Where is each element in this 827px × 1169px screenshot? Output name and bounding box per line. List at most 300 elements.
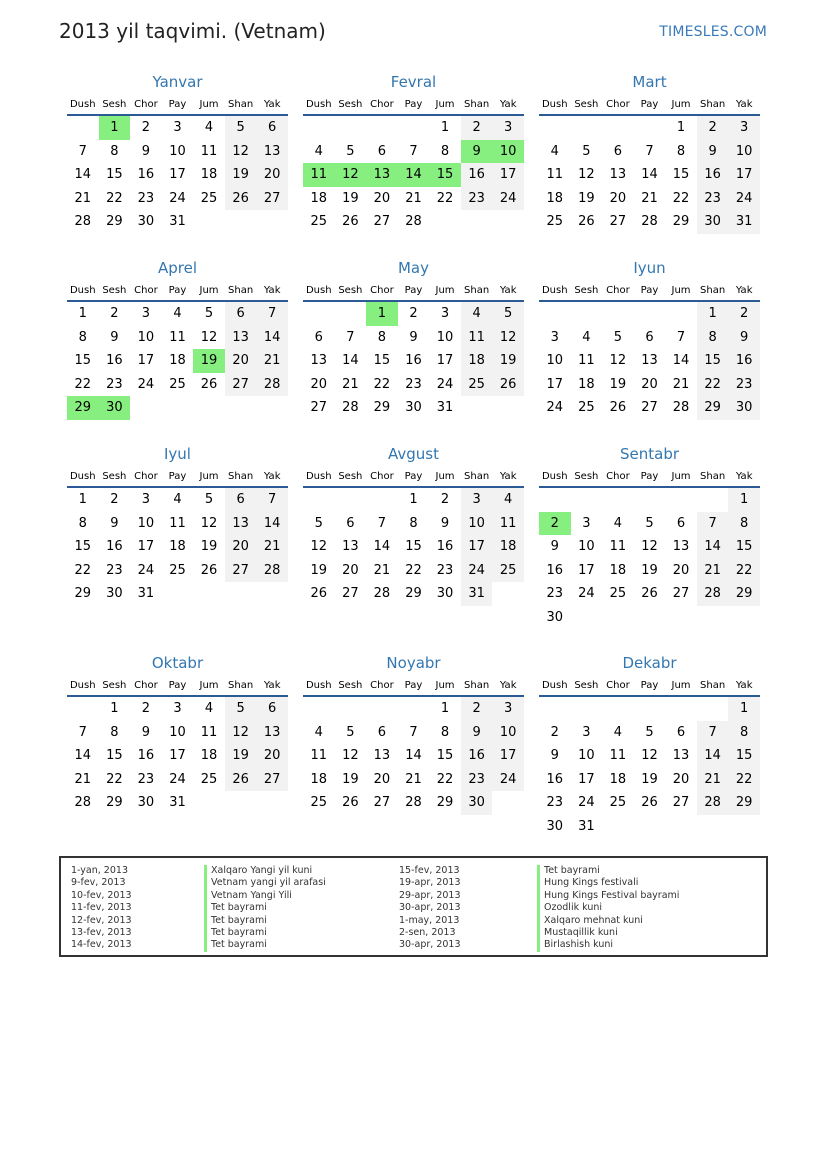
legend-holiday-name: Xalqaro mehnat kuni bbox=[537, 915, 679, 927]
month-may bbox=[303, 258, 524, 420]
day-cell: 3 bbox=[461, 488, 493, 512]
weekday-label: Dush bbox=[69, 285, 96, 296]
empty-cell bbox=[602, 302, 634, 326]
empty-cell bbox=[634, 302, 666, 326]
weekday-header bbox=[303, 96, 524, 116]
day-cell: 26 bbox=[578, 214, 595, 230]
weekday-label: Yak bbox=[263, 99, 281, 110]
legend-date: 2-sen, 2013 bbox=[399, 926, 456, 938]
day-cell: 18 bbox=[310, 190, 328, 206]
day-cell: 20 bbox=[225, 349, 257, 373]
week-row bbox=[303, 187, 524, 211]
day-cell: 11 bbox=[200, 724, 218, 740]
week-row bbox=[539, 349, 760, 373]
day-cell: 20 bbox=[672, 771, 690, 787]
week-row bbox=[539, 163, 760, 187]
day-cell: 13 bbox=[609, 167, 627, 183]
empty-cell bbox=[665, 815, 697, 839]
day-cell: 23 bbox=[461, 187, 493, 211]
weekday-label: Chor bbox=[370, 680, 394, 691]
day-cell: 8 bbox=[78, 329, 87, 345]
legend-holiday-name: Vetnam Yangi Yili bbox=[204, 890, 326, 902]
weekday-header bbox=[539, 96, 760, 116]
day-cell: 22 bbox=[106, 190, 123, 206]
day-cell: 6 bbox=[645, 329, 654, 345]
day-cell: 17 bbox=[169, 167, 186, 183]
weekday-label: Yak bbox=[499, 99, 517, 110]
day-cell: 4 bbox=[461, 302, 493, 326]
weekday-label: Chor bbox=[606, 99, 630, 110]
weekday-label: Pay bbox=[640, 99, 659, 110]
day-cell: 8 bbox=[697, 326, 729, 350]
day-cell: 12 bbox=[225, 721, 257, 745]
empty-cell bbox=[193, 582, 225, 606]
day-cell: 13 bbox=[256, 721, 288, 745]
week-row bbox=[303, 373, 524, 397]
week-row bbox=[67, 512, 288, 536]
day-cell: 28 bbox=[74, 795, 92, 811]
day-cell: 26 bbox=[342, 795, 359, 811]
day-cell: 10 bbox=[436, 329, 454, 345]
week-row bbox=[539, 373, 760, 397]
weekday-label: Chor bbox=[370, 285, 394, 296]
day-cell: 2 bbox=[110, 306, 119, 321]
weekday-label: Yak bbox=[735, 99, 753, 110]
weekday-label: Shan bbox=[228, 285, 254, 296]
week-row bbox=[539, 302, 760, 326]
empty-cell bbox=[492, 791, 524, 815]
day-cell: 15 bbox=[106, 167, 123, 183]
empty-cell bbox=[665, 606, 697, 630]
day-cell: 17 bbox=[436, 353, 454, 369]
weekday-label: Pay bbox=[168, 285, 187, 296]
day-cell: 4 bbox=[492, 488, 524, 512]
empty-cell bbox=[162, 582, 194, 606]
day-cell: 25 bbox=[169, 562, 186, 578]
week-row bbox=[539, 791, 760, 815]
day-cell: 26 bbox=[225, 187, 257, 211]
empty-cell bbox=[602, 606, 634, 630]
day-cell: 19 bbox=[492, 349, 524, 373]
day-cell: 31 bbox=[461, 582, 493, 606]
empty-cell bbox=[303, 302, 335, 326]
weekday-header bbox=[303, 677, 524, 697]
legend-date: 12-fev, 2013 bbox=[71, 914, 132, 926]
month-name: Mart bbox=[632, 73, 667, 91]
empty-cell bbox=[602, 116, 634, 140]
day-cell: 2 bbox=[461, 697, 493, 721]
week-row bbox=[67, 302, 288, 326]
day-cell: 14 bbox=[74, 748, 92, 764]
day-cell: 30 bbox=[461, 791, 493, 815]
brand-link[interactable]: TIMESLES.COM bbox=[659, 24, 767, 40]
day-grid bbox=[539, 116, 760, 234]
day-cell: 27 bbox=[310, 400, 328, 416]
day-cell: 12 bbox=[310, 539, 328, 555]
weekday-label: Shan bbox=[464, 471, 490, 482]
day-cell: 15 bbox=[373, 353, 391, 369]
day-cell: 4 bbox=[204, 120, 214, 135]
day-cell: 18 bbox=[200, 167, 218, 183]
empty-cell bbox=[225, 396, 257, 420]
day-cell: 14 bbox=[256, 326, 288, 350]
day-cell: 2 bbox=[110, 492, 119, 507]
day-cell: 20 bbox=[641, 376, 658, 392]
day-cell: 7 bbox=[346, 329, 355, 345]
day-cell: 16 bbox=[546, 771, 564, 787]
empty-cell bbox=[492, 396, 524, 420]
day-cell: 3 bbox=[173, 701, 182, 716]
day-cell: 3 bbox=[492, 697, 524, 721]
day-cell: 27 bbox=[672, 586, 690, 602]
day-cell: 4 bbox=[613, 515, 623, 531]
empty-cell bbox=[225, 791, 257, 815]
weekday-label: Sesh bbox=[102, 285, 127, 296]
day-cell: 23 bbox=[546, 795, 564, 811]
day-cell: 1 bbox=[697, 302, 729, 326]
day-cell: 17 bbox=[578, 771, 595, 787]
day-cell: 11 bbox=[200, 143, 218, 159]
day-cell: 13 bbox=[342, 539, 359, 555]
day-cell: 15 bbox=[74, 539, 92, 555]
day-cell: 11 bbox=[169, 329, 186, 345]
week-row bbox=[303, 302, 524, 326]
day-cell: 18 bbox=[609, 771, 627, 787]
day-cell: 16 bbox=[697, 163, 729, 187]
day-cell: 20 bbox=[342, 562, 359, 578]
weekday-label: Dush bbox=[541, 680, 568, 691]
day-cell: 9 bbox=[440, 515, 450, 531]
day-cell: 17 bbox=[728, 163, 760, 187]
empty-cell bbox=[366, 488, 398, 512]
day-cell: 9 bbox=[697, 140, 729, 164]
weekday-label: Pay bbox=[404, 99, 423, 110]
weekday-label: Yak bbox=[735, 285, 753, 296]
day-cell: 30 bbox=[546, 609, 564, 625]
day-cell: 25 bbox=[546, 214, 564, 230]
day-cell: 28 bbox=[256, 559, 288, 583]
empty-cell bbox=[697, 488, 729, 512]
empty-cell bbox=[398, 116, 430, 140]
day-grid bbox=[303, 116, 524, 234]
empty-cell bbox=[366, 116, 398, 140]
month-name: Dekabr bbox=[622, 654, 677, 672]
month-name: Noyabr bbox=[386, 654, 441, 672]
day-cell: 17 bbox=[461, 535, 493, 559]
day-cell: 14 bbox=[697, 535, 729, 559]
week-row bbox=[67, 697, 288, 721]
day-grid bbox=[67, 488, 288, 606]
weekday-label: Shan bbox=[228, 471, 254, 482]
day-cell: 30 bbox=[728, 396, 760, 420]
day-cell: 5 bbox=[645, 515, 654, 531]
day-cell: 13 bbox=[366, 163, 398, 187]
day-cell: 25 bbox=[310, 214, 328, 230]
day-cell: 7 bbox=[676, 329, 686, 345]
day-cell: 24 bbox=[169, 771, 186, 787]
weekday-label: Pay bbox=[168, 680, 187, 691]
weekday-label: Yak bbox=[499, 471, 517, 482]
day-cell: 5 bbox=[346, 143, 355, 159]
day-cell: 20 bbox=[310, 376, 328, 392]
month-yanvar bbox=[67, 72, 288, 234]
day-cell: 31 bbox=[728, 210, 760, 234]
week-row bbox=[539, 697, 760, 721]
day-cell: 2 bbox=[697, 116, 729, 140]
day-cell: 3 bbox=[173, 120, 182, 135]
weekday-label: Pay bbox=[640, 471, 659, 482]
weekday-label: Chor bbox=[134, 285, 158, 296]
day-cell: 12 bbox=[225, 140, 257, 164]
day-cell: 6 bbox=[314, 329, 323, 345]
month-name: Iyul bbox=[164, 445, 191, 463]
month-sentabr bbox=[539, 444, 760, 630]
day-grid bbox=[303, 697, 524, 815]
day-cell: 18 bbox=[169, 353, 186, 369]
week-row bbox=[539, 488, 760, 512]
day-cell: 15 bbox=[405, 539, 422, 555]
empty-cell bbox=[539, 302, 571, 326]
weekday-label: Sesh bbox=[102, 680, 127, 691]
day-cell: 17 bbox=[546, 376, 564, 392]
day-cell: 9 bbox=[110, 329, 119, 345]
week-row bbox=[539, 582, 760, 606]
day-cell: 2 bbox=[141, 120, 151, 135]
weekday-label: Jum bbox=[199, 471, 219, 482]
week-row bbox=[303, 396, 524, 420]
day-cell: 28 bbox=[342, 400, 359, 416]
day-cell: 20 bbox=[225, 535, 257, 559]
day-cell: 12 bbox=[492, 326, 524, 350]
week-row bbox=[303, 163, 524, 187]
weekday-label: Jum bbox=[671, 471, 691, 482]
day-cell: 8 bbox=[110, 724, 119, 740]
weekday-label: Dush bbox=[69, 680, 96, 691]
week-row bbox=[539, 210, 760, 234]
weekday-label: Pay bbox=[404, 471, 423, 482]
day-cell: 6 bbox=[676, 724, 686, 740]
empty-cell bbox=[335, 488, 367, 512]
day-cell: 6 bbox=[346, 515, 355, 531]
day-cell: 12 bbox=[641, 748, 658, 764]
empty-cell bbox=[67, 116, 99, 140]
day-cell: 10 bbox=[169, 143, 186, 159]
day-cell: 29 bbox=[106, 795, 123, 811]
day-cell: 13 bbox=[373, 748, 391, 764]
day-cell: 1 bbox=[676, 120, 686, 135]
day-cell: 15 bbox=[672, 167, 690, 183]
day-cell: 13 bbox=[310, 353, 328, 369]
day-cell: 24 bbox=[137, 376, 155, 392]
day-cell: 11 bbox=[169, 515, 186, 531]
week-row bbox=[303, 535, 524, 559]
day-cell: 19 bbox=[310, 562, 328, 578]
day-cell: 3 bbox=[582, 515, 591, 531]
day-cell: 3 bbox=[550, 329, 559, 345]
empty-cell bbox=[256, 396, 288, 420]
day-cell: 28 bbox=[256, 373, 288, 397]
week-row bbox=[303, 116, 524, 140]
weekday-header bbox=[67, 468, 288, 488]
day-cell: 7 bbox=[409, 143, 418, 159]
day-cell: 16 bbox=[461, 744, 493, 768]
empty-cell bbox=[539, 488, 571, 512]
day-cell: 6 bbox=[256, 116, 288, 140]
week-row bbox=[539, 606, 760, 630]
empty-cell bbox=[193, 210, 225, 234]
day-cell: 22 bbox=[373, 376, 391, 392]
day-cell: 1 bbox=[110, 701, 119, 716]
day-cell: 7 bbox=[409, 724, 418, 740]
day-cell: 12 bbox=[200, 515, 218, 531]
legend-date: 1-may, 2013 bbox=[399, 914, 460, 926]
day-cell: 22 bbox=[74, 562, 92, 578]
weekday-label: Shan bbox=[464, 680, 490, 691]
weekday-label: Shan bbox=[228, 680, 254, 691]
week-row bbox=[539, 815, 760, 839]
legend-date: 11-fev, 2013 bbox=[71, 902, 132, 914]
day-cell: 13 bbox=[641, 353, 658, 369]
empty-cell bbox=[303, 488, 335, 512]
day-cell: 22 bbox=[106, 771, 123, 787]
day-cell: 25 bbox=[169, 376, 186, 392]
weekday-label: Pay bbox=[404, 680, 423, 691]
weekday-label: Sesh bbox=[574, 285, 599, 296]
weekday-label: Sesh bbox=[102, 99, 127, 110]
legend-date: 1-yan, 2013 bbox=[71, 865, 128, 876]
week-row bbox=[67, 349, 288, 373]
day-cell: 19 bbox=[225, 744, 257, 768]
day-cell: 15 bbox=[429, 163, 461, 187]
day-cell: 19 bbox=[641, 562, 658, 578]
day-cell: 28 bbox=[405, 214, 422, 230]
empty-cell bbox=[665, 488, 697, 512]
day-cell: 22 bbox=[672, 190, 690, 206]
weekday-label: Jum bbox=[435, 285, 455, 296]
day-cell: 10 bbox=[728, 140, 760, 164]
weekday-label: Yak bbox=[499, 680, 517, 691]
day-cell: 14 bbox=[256, 512, 288, 536]
weekday-label: Chor bbox=[134, 680, 158, 691]
month-fevral bbox=[303, 72, 524, 234]
legend-holiday-name: Tet bayrami bbox=[204, 927, 326, 939]
day-cell: 9 bbox=[550, 748, 559, 764]
day-cell: 21 bbox=[405, 771, 422, 787]
legend-date: 19-apr, 2013 bbox=[399, 877, 461, 889]
day-grid bbox=[539, 697, 760, 839]
day-grid bbox=[303, 302, 524, 420]
empty-cell bbox=[461, 210, 493, 234]
week-row bbox=[303, 721, 524, 745]
day-cell: 25 bbox=[200, 771, 218, 787]
day-cell: 28 bbox=[373, 586, 391, 602]
weekday-label: Yak bbox=[735, 471, 753, 482]
weekday-header bbox=[539, 677, 760, 697]
day-cell: 30 bbox=[99, 396, 131, 420]
day-cell: 7 bbox=[645, 143, 654, 159]
weekday-label: Chor bbox=[606, 680, 630, 691]
day-cell: 15 bbox=[697, 349, 729, 373]
day-cell: 31 bbox=[169, 214, 186, 230]
day-cell: 9 bbox=[728, 326, 760, 350]
day-cell: 10 bbox=[169, 724, 186, 740]
day-cell: 8 bbox=[728, 721, 760, 745]
week-row bbox=[67, 791, 288, 815]
weekday-label: Pay bbox=[168, 471, 187, 482]
legend-date: 30-apr, 2013 bbox=[399, 939, 461, 951]
empty-cell bbox=[728, 815, 760, 839]
day-cell: 5 bbox=[314, 515, 323, 531]
day-cell: 10 bbox=[461, 512, 493, 536]
week-row bbox=[67, 187, 288, 211]
day-cell: 14 bbox=[398, 163, 430, 187]
day-cell: 3 bbox=[141, 492, 151, 507]
day-cell: 26 bbox=[225, 768, 257, 792]
day-cell: 15 bbox=[728, 744, 760, 768]
day-cell: 18 bbox=[200, 748, 218, 764]
legend-date: 15-fev, 2013 bbox=[399, 865, 460, 876]
empty-cell bbox=[697, 815, 729, 839]
week-row bbox=[67, 140, 288, 164]
empty-cell bbox=[697, 697, 729, 721]
day-cell: 7 bbox=[256, 302, 288, 326]
weekday-label: Pay bbox=[168, 99, 187, 110]
weekday-label: Jum bbox=[671, 680, 691, 691]
day-cell: 18 bbox=[169, 539, 186, 555]
day-cell: 1 bbox=[728, 488, 760, 512]
day-cell: 25 bbox=[578, 400, 595, 416]
week-row bbox=[539, 116, 760, 140]
day-cell: 6 bbox=[676, 515, 686, 531]
day-cell: 24 bbox=[492, 187, 524, 211]
weekday-label: Dush bbox=[541, 285, 568, 296]
day-cell: 29 bbox=[373, 400, 391, 416]
day-cell: 26 bbox=[200, 376, 218, 392]
day-cell: 25 bbox=[200, 190, 218, 206]
day-cell: 21 bbox=[641, 190, 658, 206]
legend-holiday-name: Ozodlik kuni bbox=[537, 902, 679, 914]
day-cell: 6 bbox=[377, 724, 387, 740]
day-cell: 24 bbox=[137, 562, 155, 578]
empty-cell bbox=[193, 396, 225, 420]
day-cell: 19 bbox=[225, 163, 257, 187]
week-row bbox=[67, 744, 288, 768]
day-cell: 1 bbox=[366, 302, 398, 326]
week-row bbox=[539, 187, 760, 211]
day-cell: 7 bbox=[78, 143, 87, 159]
month-name: Iyun bbox=[633, 259, 666, 277]
day-cell: 15 bbox=[106, 748, 123, 764]
day-cell: 28 bbox=[641, 214, 658, 230]
month-name: Fevral bbox=[390, 73, 437, 91]
weekday-label: Chor bbox=[606, 285, 630, 296]
day-cell: 21 bbox=[672, 376, 690, 392]
empty-cell bbox=[130, 396, 162, 420]
weekday-label: Jum bbox=[199, 285, 219, 296]
day-cell: 12 bbox=[609, 353, 627, 369]
day-cell: 27 bbox=[672, 795, 690, 811]
day-cell: 7 bbox=[78, 724, 87, 740]
empty-cell bbox=[728, 606, 760, 630]
weekday-label: Yak bbox=[499, 285, 517, 296]
day-cell: 29 bbox=[67, 396, 99, 420]
empty-cell bbox=[602, 488, 634, 512]
day-cell: 28 bbox=[672, 400, 690, 416]
day-cell: 14 bbox=[641, 167, 658, 183]
day-cell: 22 bbox=[405, 562, 422, 578]
day-cell: 2 bbox=[550, 724, 559, 740]
day-cell: 11 bbox=[310, 748, 328, 764]
